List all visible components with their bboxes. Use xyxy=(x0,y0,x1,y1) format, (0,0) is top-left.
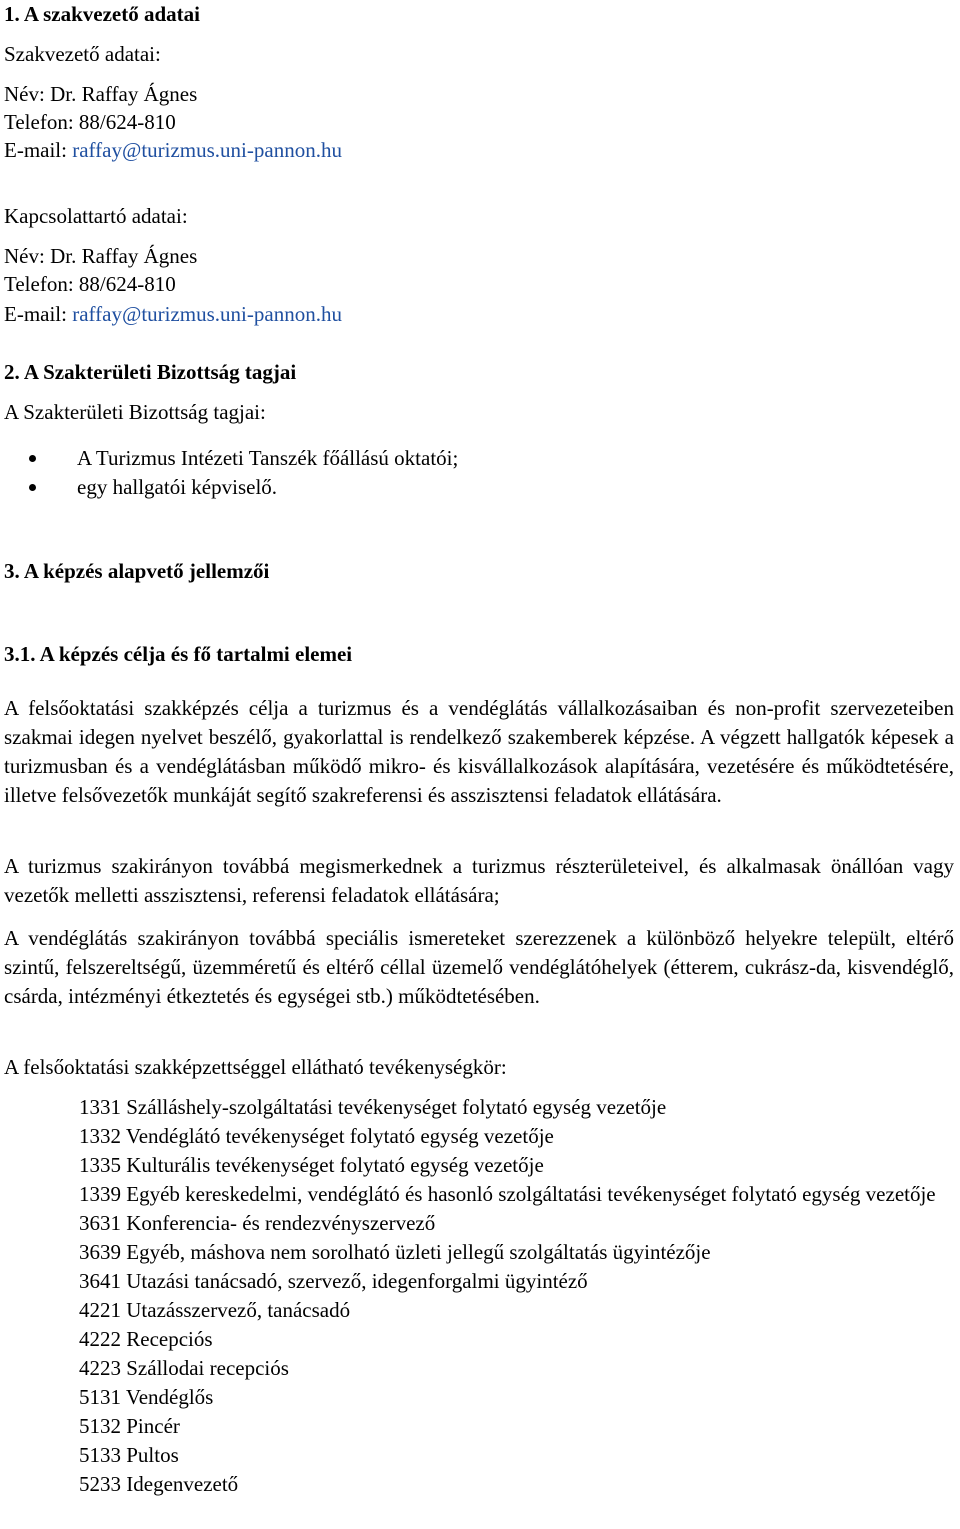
list-item: 4221 Utazásszervező, tanácsadó xyxy=(79,1298,351,1322)
list-item: 4223 Szállodai recepciós xyxy=(79,1356,289,1380)
contact-label: Kapcsolattartó adatai: xyxy=(4,204,188,228)
member-text: egy hallgatói képviselő. xyxy=(77,475,278,499)
list-item: 1332 Vendéglátó tevékenységet folytató egység vezetője xyxy=(79,1124,554,1148)
list-item: 5131 Vendéglős xyxy=(79,1385,214,1409)
hospitality-paragraph: A vendéglátás szakirányon továbbá speciális ismereteket szerezzenek a különböző helyekre települt, eltérő szintű, felszereltségű, üzemméretű és eltérő céllal üzemelő vendéglátóhelyek (étterem, cukrász-da, kisvendéglő, csárda, intézményi étkeztetés és egységei stb.) működtetésében. xyxy=(4,926,954,1008)
list-item: 1339 Egyéb kereskedelmi, vendéglátó és hasonló szolgáltatási tevékenységet folytató egység vezetője xyxy=(79,1182,936,1206)
list-item xyxy=(4,473,954,502)
leader-email-label: E-mail: xyxy=(4,138,73,162)
occupations-intro: A felsőoktatási szakképzettséggel ellátható tevékenységkör: xyxy=(4,1055,507,1079)
section-1-heading: 1. A szakvezető adatai xyxy=(4,2,200,26)
tourism-paragraph: A turizmus szakirányon továbbá megismerkednek a turizmus részterületeivel, és alkalmasak önállóan vagy vezetők melletti asszisztensi, referensi feladatok ellátására; xyxy=(4,854,954,907)
list-item: 3641 Utazási tanácsadó, szervező, idegenforgalmi ügyintéző xyxy=(79,1269,588,1293)
leader-email-line xyxy=(4,136,342,165)
leader-name: Név: Dr. Raffay Ágnes xyxy=(4,82,198,106)
list-item: 5132 Pincér xyxy=(79,1414,180,1438)
section-3-heading: 3. A képzés alapvető jellemzői xyxy=(4,559,270,583)
list-item: 3631 Konferencia- és rendezvényszervező xyxy=(79,1211,436,1235)
list-item: 1335 Kulturális tevékenységet folytató egység vezetője xyxy=(79,1153,544,1177)
list-item: 5233 Idegenvezető xyxy=(79,1472,239,1496)
leader-phone: Telefon: 88/624-810 xyxy=(4,110,176,134)
contact-email-line xyxy=(4,300,342,329)
member-text: A Turizmus Intézeti Tanszék főállású oktatói; xyxy=(77,446,459,470)
occupations-list xyxy=(4,1093,954,1499)
aim-paragraph: A felsőoktatási szakképzés célja a turizmus és a vendéglátás vállalkozásaiban és non-profit szervezeteiben szakmai idegen nyelvet beszélő, gyakorlattal is rendelkező szakemberek képzése. A végzett hallgatók képesek a turizmusban és a vendéglátásban működő mikro- és kisvállalkozások alapítására, vezetésére és működtetésére, illetve felsővezetők munkáját segítő szakreferensi és asszisztensi feladatok ellátására. xyxy=(4,696,954,807)
list-item: 3639 Egyéb, máshova nem sorolható üzleti jellegű szolgáltatás ügyintézője xyxy=(79,1240,711,1264)
committee-members-list xyxy=(4,444,954,502)
leader-email-link[interactable]: raffay@turizmus.uni-pannon.hu xyxy=(72,138,342,162)
section-3-1-heading: 3.1. A képzés célja és fő tartalmi elemei xyxy=(4,642,353,666)
list-item xyxy=(4,444,954,473)
section-2-heading: 2. A Szakterületi Bizottság tagjai xyxy=(4,360,297,384)
contact-phone: Telefon: 88/624-810 xyxy=(4,272,176,296)
bullet-icon xyxy=(29,455,36,462)
contact-email-label: E-mail: xyxy=(4,302,73,326)
list-item: 4222 Recepciós xyxy=(79,1327,213,1351)
bullet-icon xyxy=(29,484,36,491)
list-item: 5133 Pultos xyxy=(79,1443,179,1467)
leader-label: Szakvezető adatai: xyxy=(4,42,161,66)
committee-intro: A Szakterületi Bizottság tagjai: xyxy=(4,400,266,424)
contact-name: Név: Dr. Raffay Ágnes xyxy=(4,244,198,268)
contact-email-link[interactable]: raffay@turizmus.uni-pannon.hu xyxy=(72,302,342,326)
list-item: 1331 Szálláshely-szolgáltatási tevékenységet folytató egység vezetője xyxy=(79,1095,667,1119)
